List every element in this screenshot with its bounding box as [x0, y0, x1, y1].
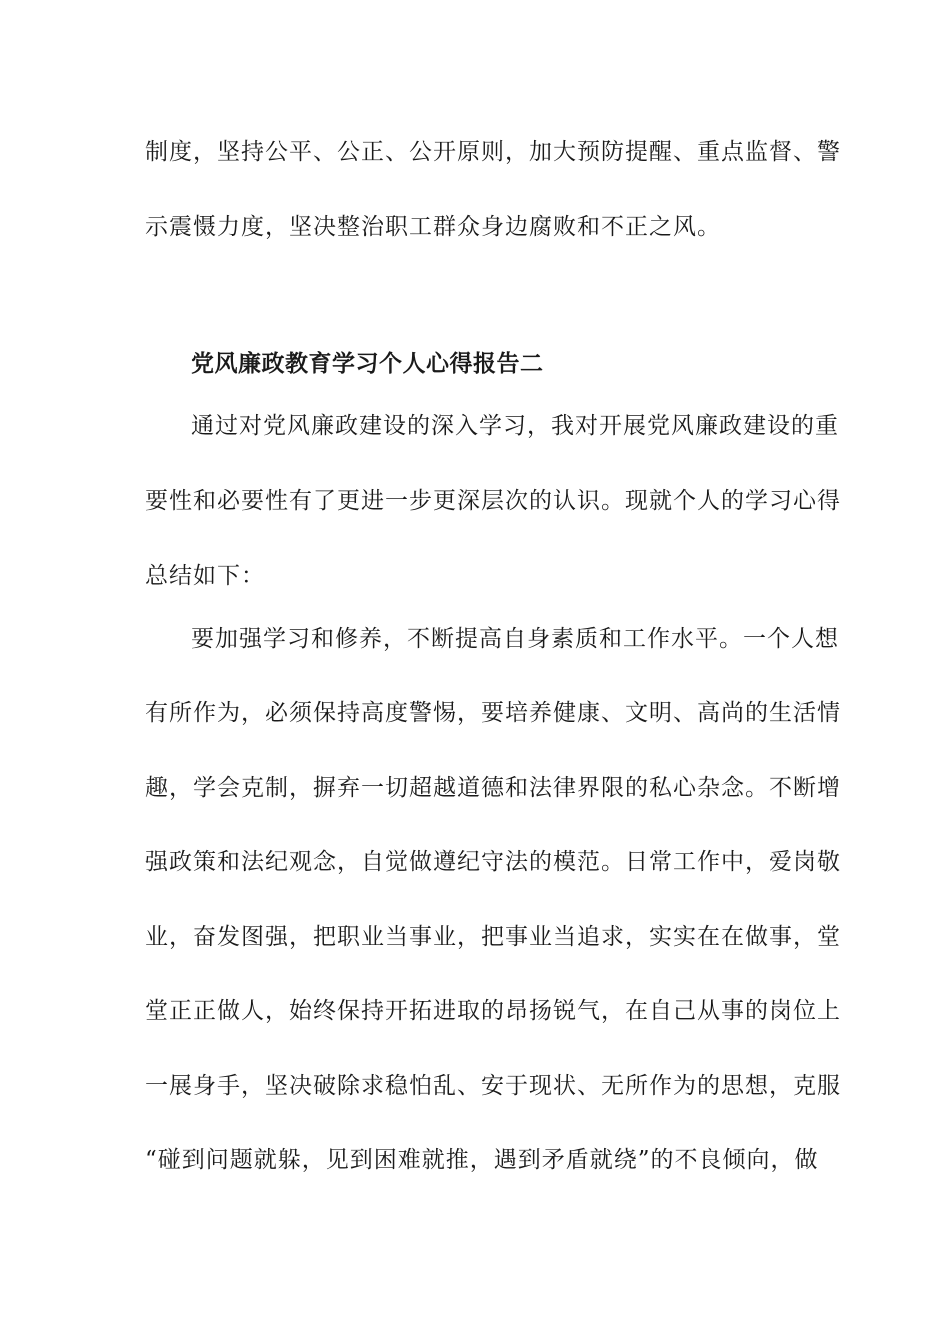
paragraph-line: 通过对党风廉政建设的深入学习，我对开展党风廉政建设的重 [191, 413, 839, 439]
paragraph-line: 有所作为，必须保持高度警惕，要培养健康、文明、高尚的生活情 [145, 700, 841, 726]
paragraph-line: “碰到问题就躲，见到困难就推，遇到矛盾就绕”的不良倾向，做 [145, 1147, 819, 1173]
paragraph-line: 要加强学习和修养，不断提高自身素质和工作水平。一个人想 [191, 626, 839, 652]
paragraph-line: 要性和必要性有了更进一步更深层次的认识。现就个人的学习心得 [145, 488, 841, 514]
paragraph-line: 制度，坚持公平、公正、公开原则，加大预防提醒、重点监督、警 [145, 139, 841, 165]
paragraph-line: 业，奋发图强，把职业当事业，把事业当追求，实实在在做事，堂 [145, 924, 841, 950]
paragraph-line: 趣，学会克制，摒弃一切超越道德和法律界限的私心杂念。不断增 [145, 775, 841, 801]
paragraph-line: 强政策和法纪观念，自觉做遵纪守法的模范。日常工作中，爱岗敬 [145, 849, 841, 875]
paragraph-line: 示震慑力度，坚决整治职工群众身边腐败和不正之风。 [145, 214, 721, 240]
paragraph-line: 一展身手，坚决破除求稳怕乱、安于现状、无所作为的思想，克服 [145, 1073, 841, 1099]
section-title: 党风廉政教育学习个人心得报告二 [191, 350, 544, 377]
paragraph-line: 总结如下： [145, 563, 265, 589]
paragraph-line: 堂正正做人，始终保持开拓进取的昂扬锐气，在自己从事的岗位上 [145, 998, 841, 1024]
